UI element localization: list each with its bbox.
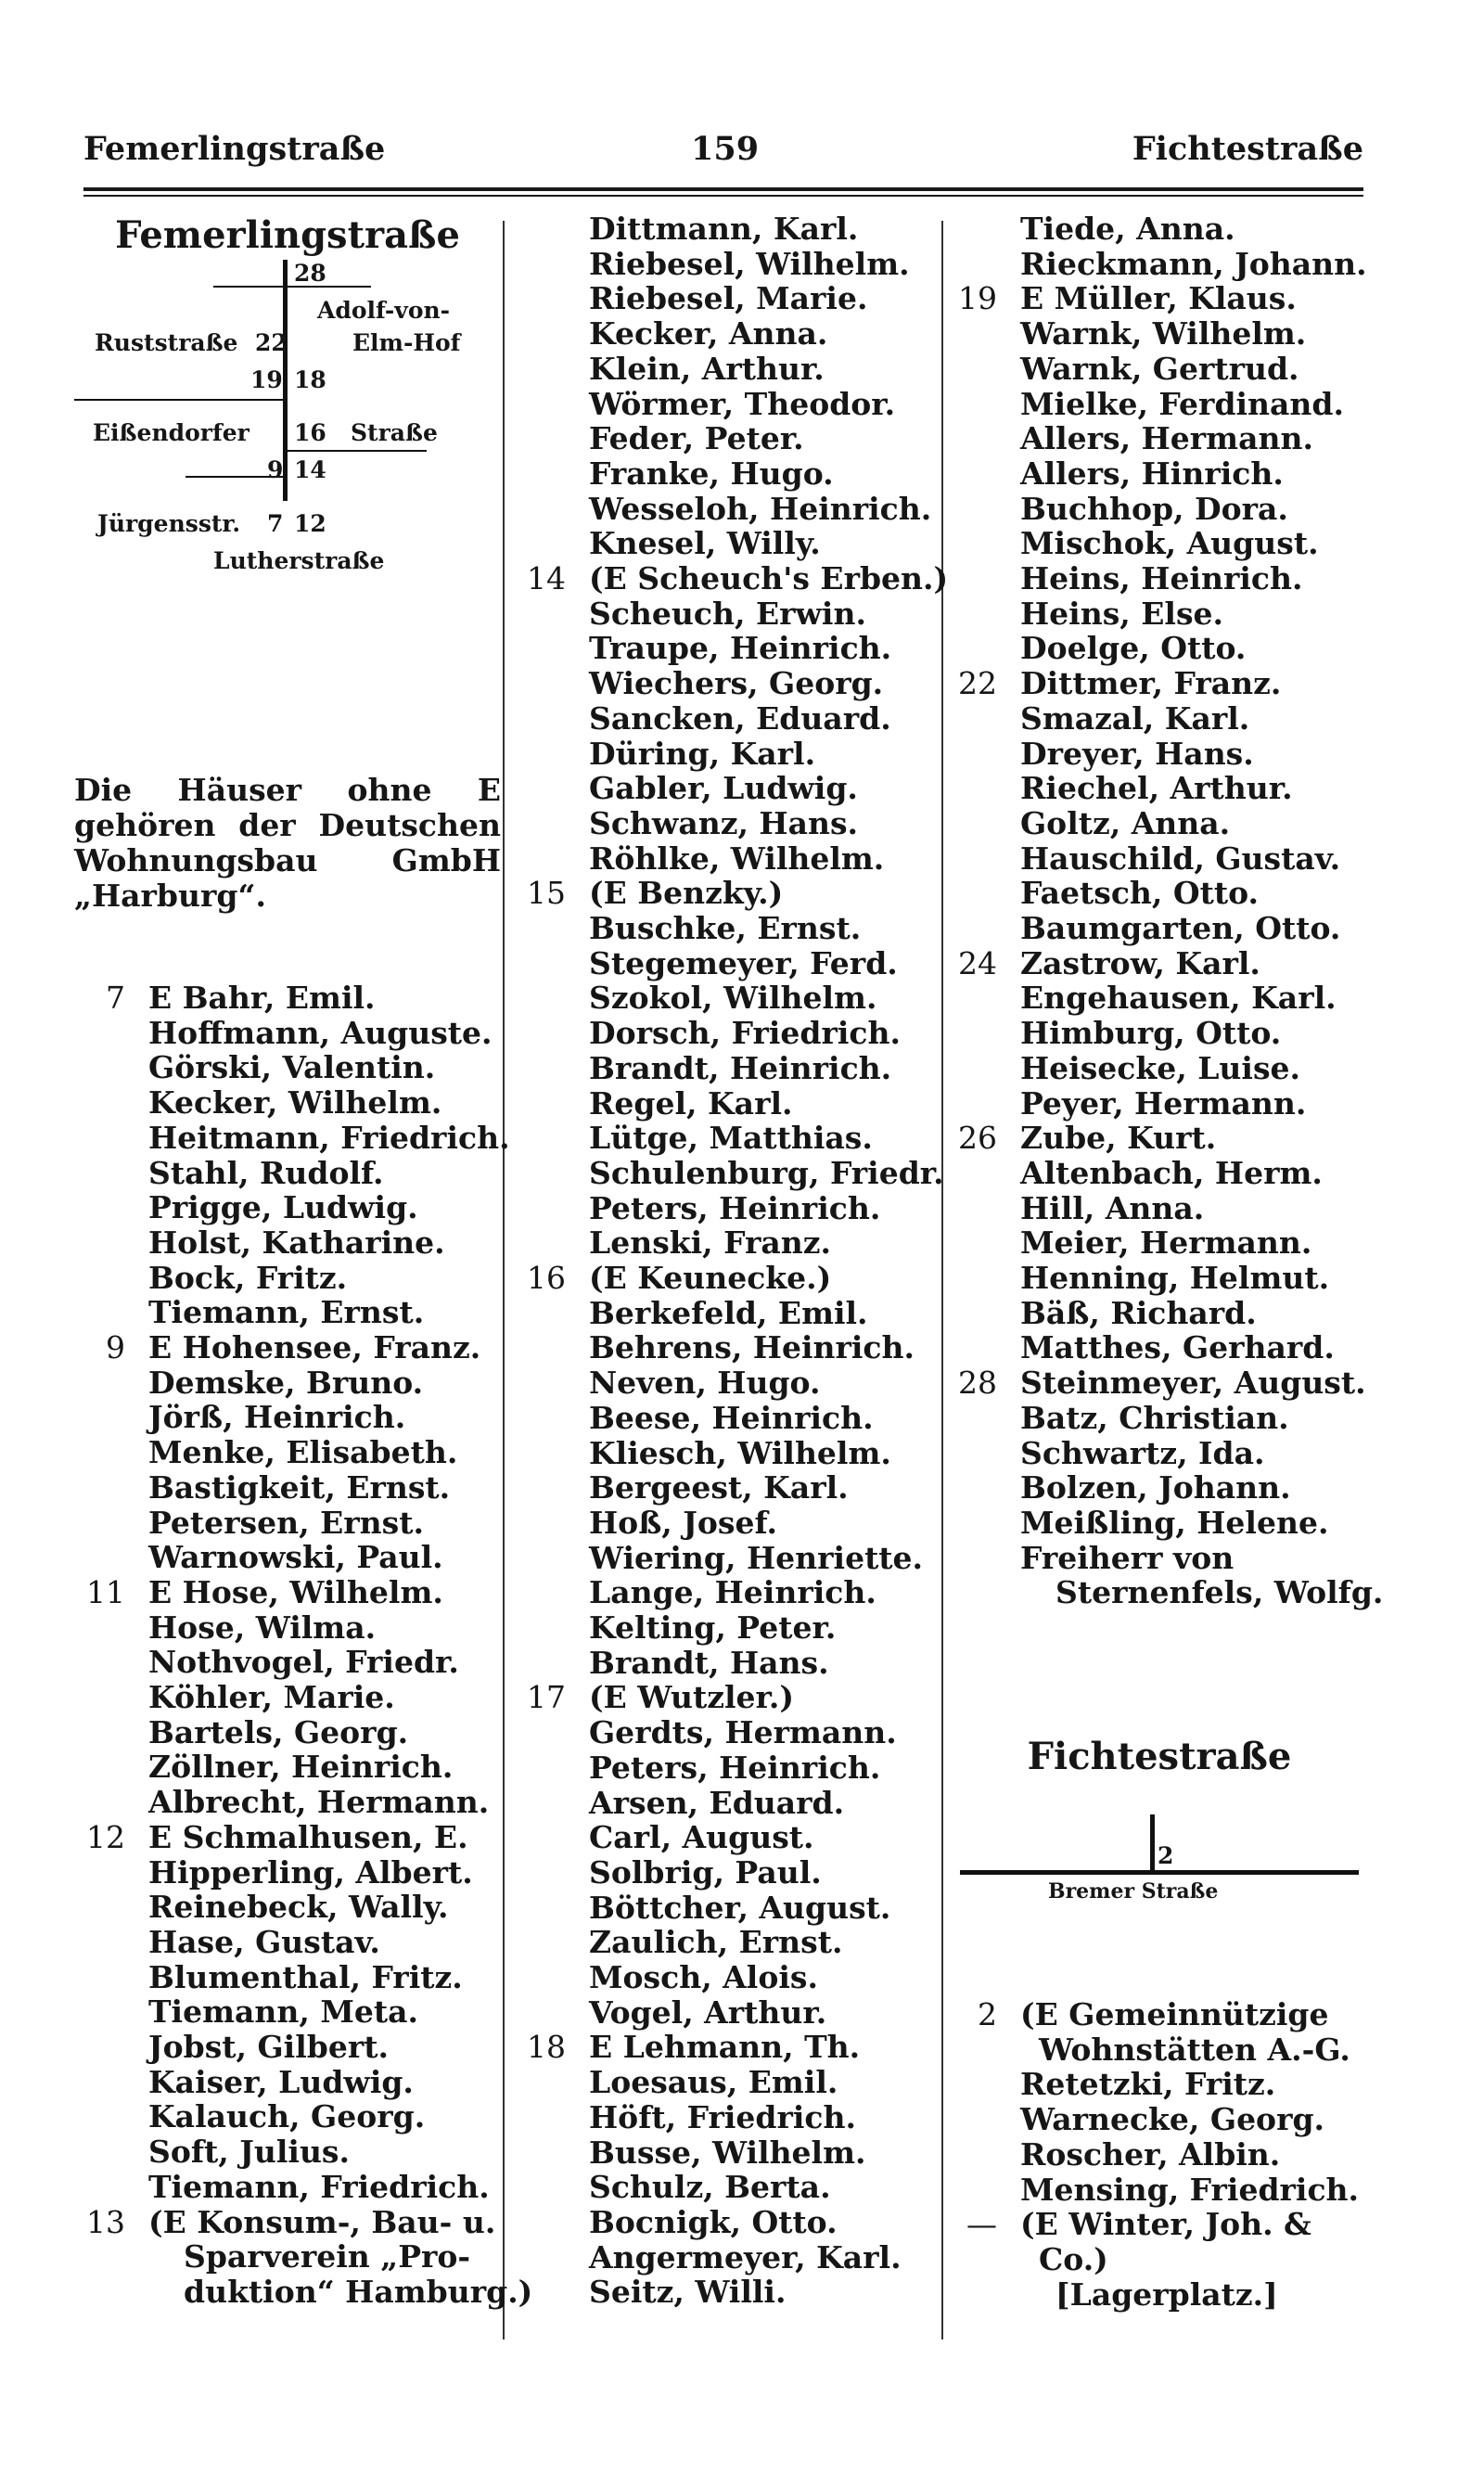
resident-name: Angermeyer, Karl. [589,2238,902,2275]
resident-name: Riechel, Arthur. [1020,770,1293,807]
resident-name: E Bahr, Emil. [148,980,376,1016]
house-number: 28 [958,1365,997,1402]
resident-name: Kaiser, Ludwig. [148,2063,414,2100]
resident-name: E Müller, Klaus. [1020,280,1297,317]
resident-name: Kalauch, Georg. [148,2098,426,2135]
resident-name: Menke, Elisabeth. [148,1434,458,1471]
resident-name: Düring, Karl. [589,735,816,772]
resident-name: Tiede, Anna. [1020,211,1235,247]
house-number: — [966,2206,997,2243]
note-line: gehören der Deutschen [74,807,501,843]
map-street-label: Ruststraße [95,329,238,356]
running-head [83,130,1363,176]
resident-name: Matthes, Gerhard. [1020,1329,1335,1366]
resident-name: Mensing, Friedrich. [1020,2171,1360,2208]
resident-name: Klein, Arthur. [589,350,825,387]
resident-name: Kecker, Wilhelm. [148,1084,442,1122]
resident-name: Mosch, Alois. [589,1959,818,1995]
resident-name: Engehausen, Karl. [1020,980,1337,1017]
resident-name: Hoß, Josef. [589,1504,777,1541]
column-separator-2 [941,221,943,2339]
map-house-number: 28 [294,260,326,287]
resident-name: Wiering, Henriette. [589,1539,924,1576]
house-number: 15 [527,875,566,912]
resident-name: Meißling, Helene. [1020,1504,1329,1541]
ownership-note [74,773,501,914]
resident-name: Görski, Valentin. [148,1049,436,1086]
house-number: 11 [86,1573,125,1610]
resident-name: Röhlke, Wilhelm. [589,840,885,877]
resident-name: (E Wutzler.) [589,1679,794,1716]
resident-name: Co.) [1039,2240,1108,2277]
resident-name: Sancken, Eduard. [589,699,891,737]
resident-name: (E Winter, Joh. & [1020,2206,1311,2243]
resident-name: Schwartz, Ida. [1020,1434,1265,1471]
resident-name: Steinmeyer, August. [1020,1365,1366,1402]
map-main-street-line [1150,1814,1155,1872]
resident-name: Warnk, Gertrud. [1020,350,1299,387]
map-house-number: 18 [294,366,326,393]
resident-name: Blumenthal, Fritz. [148,1958,463,1995]
house-number: 26 [958,1120,997,1157]
resident-name: (E Keunecke.) [589,1260,832,1296]
resident-name: Petersen, Ernst. [148,1504,424,1541]
resident-name: Sparverein „Pro- [184,2238,471,2275]
resident-name: Heins, Else. [1020,595,1224,632]
resident-name: Jörß, Heinrich. [148,1399,406,1436]
house-number: 16 [527,1260,566,1296]
resident-name: Regel, Karl. [589,1084,793,1122]
resident-name: Lange, Heinrich. [589,1574,876,1611]
map-house-number: 7 [267,510,284,537]
resident-name: Knesel, Willy. [589,525,821,562]
resident-name: Lütge, Matthias. [589,1120,873,1157]
resident-name: Retetzki, Fritz. [1020,2066,1276,2103]
resident-name: Tiemann, Friedrich. [148,2168,490,2205]
resident-name: Allers, Hinrich. [1020,455,1284,492]
resident-name: Wörmer, Theodor. [589,385,896,422]
resident-name: E Hohensee, Franz. [148,1329,481,1365]
resident-name: Buschke, Ernst. [589,910,862,946]
resident-name: Beese, Heinrich. [589,1399,874,1436]
resident-name: E Lehmann, Th. [589,2029,861,2066]
resident-name: Berkefeld, Emil. [589,1294,868,1331]
resident-name: Neven, Hugo. [589,1365,821,1402]
section-title-fichtestrasse: Fichtestraße [1027,1735,1292,1778]
resident-name: Bocnigk, Otto. [589,2203,838,2240]
resident-name: Jobst, Gilbert. [148,2029,389,2065]
resident-name: Hill, Anna. [1020,1189,1205,1226]
resident-name: Dorsch, Friedrich. [589,1015,901,1052]
resident-name: Traupe, Heinrich. [589,630,892,667]
map-main-street-line [283,260,288,501]
note-line: „Harburg“. [74,878,266,914]
header-left-street: Femerlingstraße [83,130,386,168]
resident-name: Hauschild, Gustav. [1020,840,1341,877]
resident-name: Köhler, Marie. [148,1679,395,1715]
resident-name: Kelting, Peter. [589,1609,837,1646]
map-street-label: Straße [351,419,438,446]
resident-name: Reinebeck, Wally. [148,1889,449,1926]
resident-name: Dittmer, Franz. [1020,665,1282,702]
map-street-label: Bremer Straße [1048,1879,1219,1904]
map-cross-line [213,286,371,288]
resident-name: Brandt, Heinrich. [589,1049,892,1086]
resident-name: Prigge, Ludwig. [148,1189,418,1226]
map-house-number: 9 [267,456,284,483]
resident-name: Solbrig, Paul. [589,1853,822,1891]
resident-name: Schwanz, Hans. [589,804,859,841]
resident-name: Doelge, Otto. [1020,630,1247,667]
house-number: 18 [527,2029,566,2066]
resident-name: (E Gemeinnützige [1020,1996,1329,2032]
resident-name: Stegemeyer, Ferd. [589,944,898,981]
column-separator-1 [503,221,505,2339]
map-cross-line [283,450,427,452]
section-title-femerlingstrasse: Femerlingstraße [115,213,460,257]
resident-name: Albrecht, Hermann. [148,1784,490,1821]
resident-name: Heitmann, Friedrich. [148,1119,510,1156]
resident-name: Hase, Gustav. [148,1923,380,1960]
note-line: Die Häuser ohne E [74,772,501,808]
map-house-number: 2 [1158,1842,1174,1869]
house-number: 12 [86,1818,125,1855]
map-house-number: 19 [250,366,283,393]
resident-name: Baumgarten, Otto. [1020,910,1341,946]
resident-name: Dreyer, Hans. [1020,735,1254,772]
resident-name: Busse, Wilhelm. [589,2134,866,2171]
resident-name: Seitz, Willi. [589,2274,787,2311]
resident-name: Demske, Bruno. [148,1364,424,1401]
resident-name: Mischok, August. [1020,525,1319,562]
map-cross-line [960,1870,1359,1875]
resident-name: Brandt, Hans. [589,1644,829,1681]
resident-name: [Lagerplatz.] [1055,2275,1278,2313]
resident-name: duktion“ Hamburg.) [184,2273,533,2310]
resident-name: Batz, Christian. [1020,1399,1289,1436]
resident-name: Höft, Friedrich. [589,2098,856,2135]
resident-name: Hoffmann, Auguste. [148,1014,493,1051]
resident-name: Zastrow, Karl. [1020,944,1260,981]
resident-name: Schulz, Berta. [589,2169,831,2206]
map-street-label: Adolf-von- [317,297,451,324]
resident-name: Feder, Peter. [589,420,804,457]
header-rule-thin [83,195,1363,197]
street-map-femerlingstrasse [74,260,501,574]
house-number: 22 [958,665,997,702]
resident-name: Bäß, Richard. [1020,1294,1257,1331]
resident-name: Riebesel, Wilhelm. [589,245,910,282]
resident-name: (E Benzky.) [589,875,784,912]
resident-name: Zöllner, Heinrich. [148,1749,454,1786]
resident-name: Hipperling, Albert. [148,1853,473,1891]
resident-name: Kecker, Anna. [589,315,828,353]
resident-name: Henning, Helmut. [1020,1260,1330,1296]
resident-name: Bergeest, Karl. [589,1469,849,1506]
resident-name: E Hose, Wilhelm. [148,1573,443,1610]
resident-name: Faetsch, Otto. [1020,875,1260,912]
header-right-street: Fichtestraße [1132,130,1363,168]
resident-name: Buchhop, Dora. [1020,490,1288,527]
map-street-label: Jürgensstr. [97,510,241,537]
resident-name: Allers, Hermann. [1020,420,1313,457]
page-number: 159 [691,130,760,168]
resident-name: Wohnstätten A.-G. [1039,2031,1350,2068]
street-map-fichtestrasse [946,1814,1373,1904]
note-line: Wohnungsbau GmbH [74,842,501,878]
resident-name: Bartels, Georg. [148,1713,409,1750]
resident-name: Roscher, Albin. [1020,2135,1281,2173]
house-number: 14 [527,560,566,596]
resident-name: Rieckmann, Johann. [1020,245,1367,282]
resident-name: Lenski, Franz. [589,1224,831,1262]
resident-name: Heins, Heinrich. [1020,560,1303,596]
map-street-label: Elm-Hof [352,329,461,356]
house-number: 24 [958,944,997,981]
resident-name: Soft, Julius. [148,2134,350,2171]
resident-name: Franke, Hugo. [589,455,834,492]
resident-name: Kliesch, Wilhelm. [589,1434,891,1471]
resident-name: Gabler, Ludwig. [589,770,858,807]
resident-name: Dittmann, Karl. [589,211,859,247]
resident-name: Tiemann, Meta. [148,1993,418,2031]
resident-name: Hose, Wilma. [148,1609,377,1646]
house-number: 17 [527,1679,566,1716]
resident-name: Altenbach, Herm. [1020,1154,1323,1191]
resident-name: Bolzen, Johann. [1020,1469,1291,1506]
resident-name: Goltz, Anna. [1020,804,1231,841]
map-cross-line [74,399,288,401]
resident-name: Wiechers, Georg. [589,665,884,702]
resident-name: Freiherr von [1020,1539,1235,1576]
house-number: 13 [86,2203,125,2240]
resident-name: Holst, Katharine. [148,1224,445,1261]
resident-name: Bastigkeit, Ernst. [148,1468,451,1506]
resident-name: Arsen, Eduard. [589,1784,845,1821]
resident-name: Wesseloh, Heinrich. [589,490,932,527]
resident-name: Zube, Kurt. [1020,1120,1217,1157]
resident-name: Szokol, Wilhelm. [589,980,877,1017]
resident-name: E Schmalhusen, E. [148,1818,468,1855]
resident-name: Zaulich, Ernst. [589,1924,843,1961]
resident-name: Meier, Hermann. [1020,1224,1312,1262]
map-house-number: 12 [294,510,326,537]
header-rule [83,187,1363,191]
house-number: 7 [106,980,125,1016]
map-house-number: 14 [294,456,326,483]
resident-name: Stahl, Rudolf. [148,1154,384,1191]
resident-name: Heisecke, Luise. [1020,1049,1301,1086]
resident-name: Schulenburg, Friedr. [589,1154,944,1191]
resident-name: Loesaus, Emil. [589,2064,838,2101]
house-number: 19 [958,280,997,317]
resident-name: Warnk, Wilhelm. [1020,315,1307,353]
resident-name: Carl, August. [589,1819,814,1856]
map-street-label: Eißendorfer [93,419,249,446]
house-number: 2 [978,1996,997,2032]
resident-name: Riebesel, Marie. [589,280,868,317]
resident-name: Vogel, Arthur. [589,1993,827,2031]
resident-name: Sternenfels, Wolfg. [1055,1574,1384,1611]
resident-name: Warnecke, Georg. [1020,2101,1325,2138]
resident-name: (E Konsum-, Bau- u. [148,2203,496,2240]
resident-name: Peyer, Hermann. [1020,1084,1307,1122]
resident-name: Peters, Heinrich. [589,1749,881,1786]
resident-name: Smazal, Karl. [1020,699,1250,737]
resident-name: Böttcher, August. [589,1889,891,1926]
resident-name: Himburg, Otto. [1020,1015,1282,1052]
resident-name: Nothvogel, Friedr. [148,1644,459,1681]
resident-name: Gerdts, Hermann. [589,1714,897,1751]
resident-name: Warnowski, Paul. [148,1539,443,1576]
resident-name: (E Scheuch's Erben.) [589,560,949,596]
map-house-number: 16 [294,419,326,446]
resident-name: Behrens, Heinrich. [589,1329,915,1366]
map-street-label: Lutherstraße [213,547,385,574]
map-house-number: 22 [255,329,288,356]
resident-name: Peters, Heinrich. [589,1189,881,1226]
resident-name: Scheuch, Erwin. [589,595,866,632]
resident-name: Mielke, Ferdinand. [1020,385,1344,422]
house-number: 9 [106,1329,125,1365]
resident-name: Tiemann, Ernst. [148,1294,425,1331]
resident-name: Bock, Fritz. [148,1259,348,1296]
